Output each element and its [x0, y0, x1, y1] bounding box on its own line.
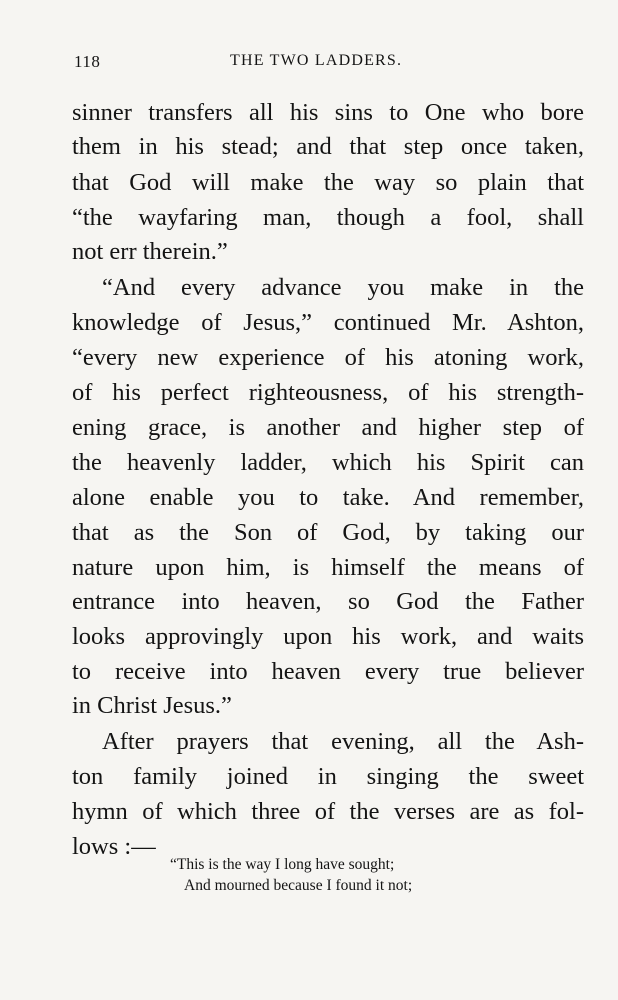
text-line: them in his stead; and that step once taken, — [72, 133, 584, 160]
text-line: “And every advance you make in the — [102, 274, 584, 301]
text-line: not err therein.” — [72, 238, 228, 265]
text-line: hymn of which three of the verses are as fol- — [72, 798, 584, 825]
text-line: that as the Son of God, by taking our — [72, 519, 584, 546]
text-line: alone enable you to take. And remember, — [72, 484, 584, 511]
text-line: lows :— — [72, 833, 156, 860]
verse-line: “This is the way I long have sought; — [170, 856, 395, 873]
text-line: that God will make the way so plain that — [72, 169, 584, 196]
text-line: ening grace, is another and higher step of — [72, 414, 584, 441]
text-line: to receive into heaven every true believer — [72, 658, 584, 685]
text-line: After prayers that evening, all the Ash- — [102, 728, 584, 755]
text-line: sinner transfers all his sins to One who bore — [72, 99, 584, 126]
text-line: looks approvingly upon his work, and waits — [72, 623, 584, 650]
text-line: ton family joined in singing the sweet — [72, 763, 584, 790]
verse-line: And mourned because I found it not; — [184, 877, 413, 894]
text-line: knowledge of Jesus,” continued Mr. Ashton, — [72, 309, 584, 336]
text-line: in Christ Jesus.” — [72, 692, 232, 719]
page-header — [74, 52, 584, 76]
text-line: “the wayfaring man, though a fool, shall — [72, 204, 584, 231]
running-head: THE TWO LADDERS. — [230, 52, 403, 69]
text-line: nature upon him, is himself the means of — [72, 554, 584, 581]
text-line: of his perfect righteousness, of his strength- — [72, 379, 584, 406]
page-number: 118 — [74, 52, 101, 71]
text-line: the heavenly ladder, which his Spirit can — [72, 449, 584, 476]
text-line: entrance into heaven, so God the Father — [72, 588, 584, 615]
text-line: “every new experience of his atoning work, — [72, 344, 584, 371]
